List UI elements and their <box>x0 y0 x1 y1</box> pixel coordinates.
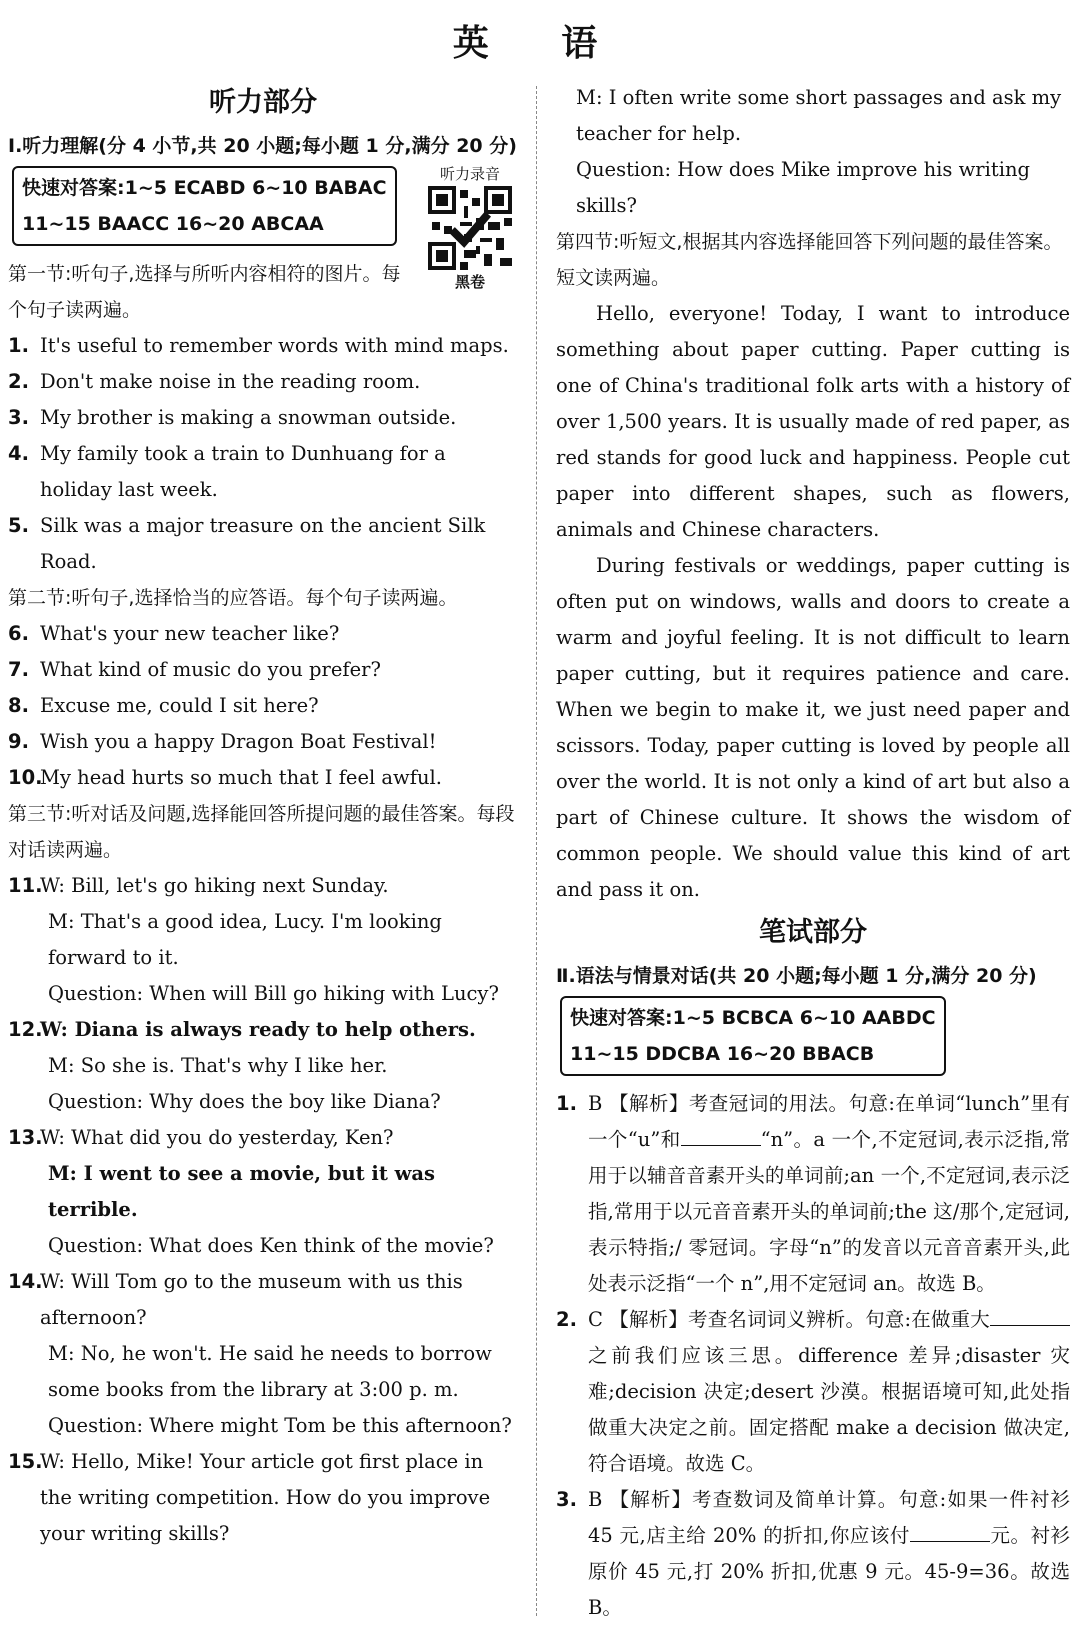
item-number: 9. <box>8 730 29 753</box>
item-number: 12. <box>8 1018 43 1041</box>
dialogue-w-line: W: Bill, let's go hiking next Sunday. <box>40 874 389 897</box>
dialogue-m-line: M: I often write some short passages and ask my teacher for help. <box>576 86 1062 145</box>
item-text: It's useful to remember words with mind maps. <box>40 334 509 357</box>
item-text: What kind of music do you prefer? <box>40 658 381 681</box>
answer-item <box>556 1302 1070 1482</box>
passage-paragraph-1: Hello, everyone! Today, I want to introduce something about paper cutting. Paper cutting is one of China's traditional folk arts with a history of over 1,500 years. It is usually made of red paper, as red stands for good luck and happiness. People cut paper into different shapes, such as flowers, animals and Chinese characters. <box>556 302 1070 541</box>
dialogue-m-line: M: That's a good idea, Lucy. I'm looking forward to it. <box>48 910 442 969</box>
list-item <box>8 616 518 652</box>
item-text: Silk was a major treasure on the ancient Silk Road. <box>40 514 486 573</box>
dialogue-m-line: M: So she is. That's why I like her. <box>48 1054 388 1077</box>
dialogue-item <box>8 1264 518 1336</box>
dialogue-question: Question: Where might Tom be this afternoon? <box>48 1414 512 1437</box>
answer-text: 元。衬衫原价 45 元,打 20% 折扣,优惠 9 元。45-9=36。故选 B。 <box>588 1524 1070 1619</box>
fill-blank <box>681 1125 761 1146</box>
section3-title: 第三节:听对话及问题,选择能回答所提问题的最佳答案。每段对话读两遍。 <box>8 803 515 861</box>
answer-text: B 【解析】考查数词及简单计算。句意:如果一件衬衫 45 元,店主给 20% 的折扣,你应该付 <box>588 1488 1070 1547</box>
item-text: My brother is making a snowman outside. <box>40 406 457 429</box>
answer-text: C 【解析】考查名词词义辨析。句意:在做重大 <box>588 1308 990 1331</box>
answer-text: B 【解析】考查冠词的用法。句意:在单词“lunch”里有一个“u”和 <box>588 1092 1070 1151</box>
part1-title: Ⅰ.听力理解(分 4 小节,共 20 小题;每小题 1 分,满分 20 分) <box>8 135 517 157</box>
fill-blank <box>910 1521 990 1542</box>
item-number: 4. <box>8 442 29 465</box>
section4-title: 第四节:听短文,根据其内容选择能回答下列问题的最佳答案。短文读两遍。 <box>556 231 1063 289</box>
dialogue-m-line: M: No, he won't. He said he needs to borrow some books from the library at 3:00 p. m. <box>48 1342 492 1401</box>
qr-bottom-label: 黑卷 <box>454 273 485 291</box>
qr-code-block[interactable] <box>422 164 518 292</box>
answer-text: 之前我们应该三思。difference 差异;disaster 灾难;decision 决定;desert 沙漠。根据语境可知,此处指做重大决定之前。固定搭配 make a decision 做决定,符合语境。故选 C。 <box>588 1344 1070 1475</box>
dialogue-w-line: W: What did you do yesterday, Ken? <box>40 1126 394 1149</box>
list-item <box>8 328 518 364</box>
dialogue-w-line: W: Diana is always ready to help others. <box>40 1018 476 1041</box>
item-number: 15. <box>8 1450 43 1473</box>
quick-answer-line1: 快速对答案:1~5 ECABD 6~10 BABAC <box>22 177 387 199</box>
quick-answer-box <box>560 996 946 1076</box>
item-text: What's your new teacher like? <box>40 622 340 645</box>
item-number: 3. <box>8 406 29 429</box>
item-text: Wish you a happy Dragon Boat Festival! <box>40 730 437 753</box>
list-item <box>8 760 518 796</box>
list-item <box>8 508 518 580</box>
answer-item <box>556 1482 1070 1626</box>
list-item <box>8 436 518 508</box>
dialogue-question: Question: Why does the boy like Diana? <box>48 1090 441 1113</box>
item-number: 14. <box>8 1270 43 1293</box>
answer-item <box>556 1086 1070 1302</box>
list-item <box>8 724 518 760</box>
written-heading: 笔试部分 <box>759 917 867 948</box>
item-text: Excuse me, could I sit here? <box>40 694 319 717</box>
item-number: 5. <box>8 514 29 537</box>
quick-answer-line1: 快速对答案:1~5 BCBCA 6~10 AABDC <box>570 1007 936 1029</box>
item-number: 6. <box>8 622 29 645</box>
section1-title: 第一节:听句子,选择与所听内容相符的图片。每个句子读两遍。 <box>8 263 401 321</box>
item-number: 11. <box>8 874 43 897</box>
listening-heading: 听力部分 <box>209 87 317 118</box>
answer-number: 3. <box>556 1488 577 1511</box>
item-number: 13. <box>8 1126 43 1149</box>
item-text: My family took a train to Dunhuang for a holiday last week. <box>40 442 446 501</box>
qr-code-icon <box>428 186 512 270</box>
dialogue-item <box>8 1444 518 1552</box>
item-text: My head hurts so much that I feel awful. <box>40 766 442 789</box>
quick-answer-box <box>12 166 397 246</box>
list-item <box>8 652 518 688</box>
answer-number: 2. <box>556 1308 577 1331</box>
item-number: 1. <box>8 334 29 357</box>
section2-title: 第二节:听句子,选择恰当的应答语。每个句子读两遍。 <box>8 587 458 609</box>
list-item <box>8 364 518 400</box>
dialogue-question: Question: When will Bill go hiking with Lucy? <box>48 982 499 1005</box>
dialogue-item <box>8 1120 518 1156</box>
dialogue-item <box>8 1012 518 1048</box>
list-item <box>8 400 518 436</box>
quick-answer-line2: 11~15 DDCBA 16~20 BBACB <box>570 1043 875 1065</box>
qr-top-label: 听力录音 <box>439 165 500 183</box>
dialogue-w-line: W: Hello, Mike! Your article got first place in the writing competition. How do you improve your writing skills? <box>40 1450 491 1545</box>
item-text: Don't make noise in the reading room. <box>40 370 421 393</box>
answer-text: “n”。a 一个,不定冠词,表示泛指,常用于以辅音音素开头的单词前;an 一个,不定冠词,表示泛指,常用于以元音音素开头的单词前;the 这/那个,定冠词,表示特指;/ 零冠词。字母“n”的发音以元音音素开头,此处表示泛指“一个 n”,用不定冠词 an。故选 B。 <box>588 1128 1071 1295</box>
column-divider <box>536 86 537 1616</box>
item-number: 7. <box>8 658 29 681</box>
right-column <box>556 80 1070 1626</box>
answer-number: 1. <box>556 1092 577 1115</box>
part2-title: Ⅱ.语法与情景对话(共 20 小题;每小题 1 分,满分 20 分) <box>556 965 1037 987</box>
left-column <box>8 78 518 1552</box>
dialogue-question: Question: How does Mike improve his writing skills? <box>576 158 1030 217</box>
item-number: 2. <box>8 370 29 393</box>
dialogue-item <box>8 868 518 904</box>
list-item <box>8 688 518 724</box>
passage-paragraph-2: During festivals or weddings, paper cutting is often put on windows, walls and doors to create a warm and joyful feeling. It is not difficult to learn paper cutting, but it requires patience and care. When we begin to make it, we just need paper and scissors. Today, paper cutting is loved by people all over the world. It is not only a kind of art but also a part of Chinese culture. It shows the wisdom of common people. We should value this kind of art and pass it on. <box>556 554 1070 901</box>
item-number: 8. <box>8 694 29 717</box>
fill-blank <box>990 1305 1070 1326</box>
item-number: 10. <box>8 766 43 789</box>
dialogue-w-line: W: Will Tom go to the museum with us this afternoon? <box>40 1270 463 1329</box>
quick-answer-line2: 11~15 BAACC 16~20 ABCAA <box>22 213 324 235</box>
dialogue-question: Question: What does Ken think of the movie? <box>48 1234 494 1257</box>
dialogue-m-line: M: I went to see a movie, but it was terrible. <box>48 1162 436 1221</box>
page-title: 英 语 <box>452 23 628 64</box>
